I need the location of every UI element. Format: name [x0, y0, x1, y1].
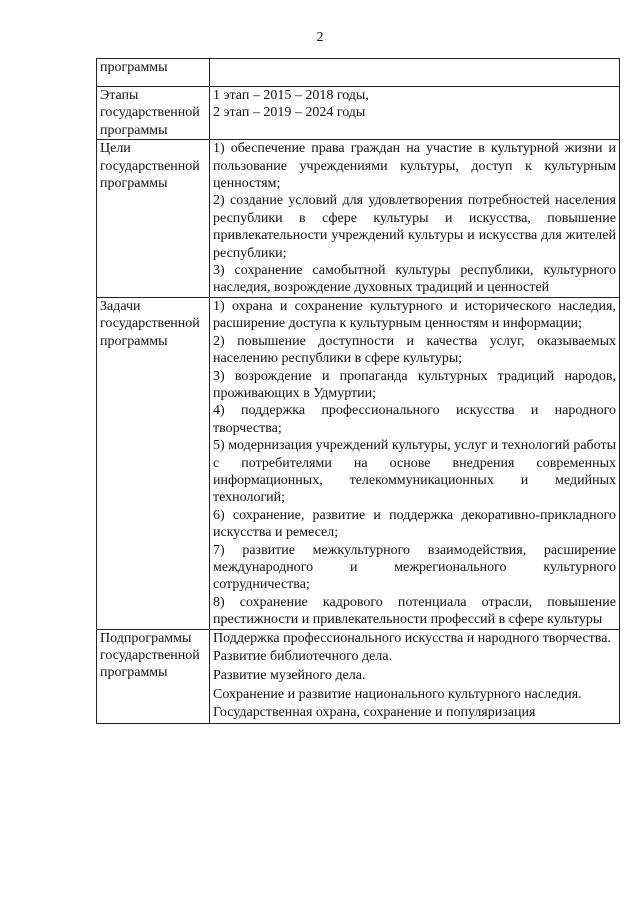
task-item: 8) сохранение кадрового потенциала отрасли, повышение престижности и привлекательности профессий в сфере культуры — [213, 594, 616, 628]
table-row — [97, 629, 620, 724]
task-item: 3) возрождение и пропаганда культурных традиций народов, проживающих в Удмуртии; — [213, 368, 616, 401]
task-item: 1) охрана и сохранение культурного и исторического наследия, расширение доступа к культурным ценностям и информации; — [213, 298, 616, 332]
table-row — [97, 59, 620, 87]
task-item: 4) поддержка профессионального искусства и народного творчества; — [213, 403, 616, 436]
table-row — [97, 140, 620, 298]
row-value-subprograms — [210, 629, 620, 724]
stage-item: 1 этап – 2015 – 2018 годы, — [213, 88, 369, 103]
subprogram-item: Сохранение и развитие национального культурного наследия. — [213, 686, 582, 702]
row-label-continuation: программы — [97, 59, 210, 87]
page-number: 2 — [316, 30, 324, 45]
row-label-tasks: Задачи государственной программы — [97, 297, 210, 629]
task-item: 2) повышение доступности и качества услуг, оказываемых населению республики в сфере культуры; — [213, 333, 616, 367]
subprogram-item: Развитие музейного дела. — [213, 668, 366, 683]
subprogram-item: Поддержка профессионального искусства и народного творчества. — [213, 630, 611, 646]
task-item: 5) модернизация учреждений культуры, услуг и технологий работы с потребителями на основе внедрения современных информационных, телекоммуникационных и медийных технологий; — [213, 438, 616, 506]
row-label-stages: Этапы государственной программы — [97, 87, 210, 140]
goal-item: 3) сохранение самобытной культуры республики, культурного наследия, возрождение духовных традиций и ценностей — [213, 263, 616, 296]
program-passport-table — [96, 58, 620, 724]
subprogram-item: Развитие библиотечного дела. — [213, 649, 393, 665]
subprogram-item: Государственная охрана, сохранение и популяризация — [213, 705, 536, 721]
row-value-continuation — [210, 59, 620, 87]
task-item: 7) развитие межкультурного взаимодействия, расширение международного и межрегионального культурного сотрудничества; — [213, 542, 616, 593]
table-row — [97, 87, 620, 140]
task-item: 6) сохранение, развитие и поддержка декоративно-прикладного искусства и ремесел; — [213, 507, 616, 541]
goal-item: 1) обеспечение права граждан на участие в культурной жизни и пользование учреждениями культуры, доступ к культурным ценностям; — [213, 141, 616, 192]
stage-item: 2 этап – 2019 – 2024 годы — [213, 105, 366, 121]
table-row — [97, 297, 620, 629]
row-value-tasks — [210, 297, 620, 629]
row-label-goals: Цели государственной программы — [97, 140, 210, 298]
row-value-stages — [210, 87, 620, 140]
goal-item: 2) создание условий для удовлетворения потребностей населения республики в сфере культуры и искусства, повышение привлекательности учреждений культуры и искусства для жителей республики; — [213, 193, 616, 261]
row-value-goals — [210, 140, 620, 298]
row-label-subprograms: Подпрограммы государственной программы — [97, 629, 210, 724]
